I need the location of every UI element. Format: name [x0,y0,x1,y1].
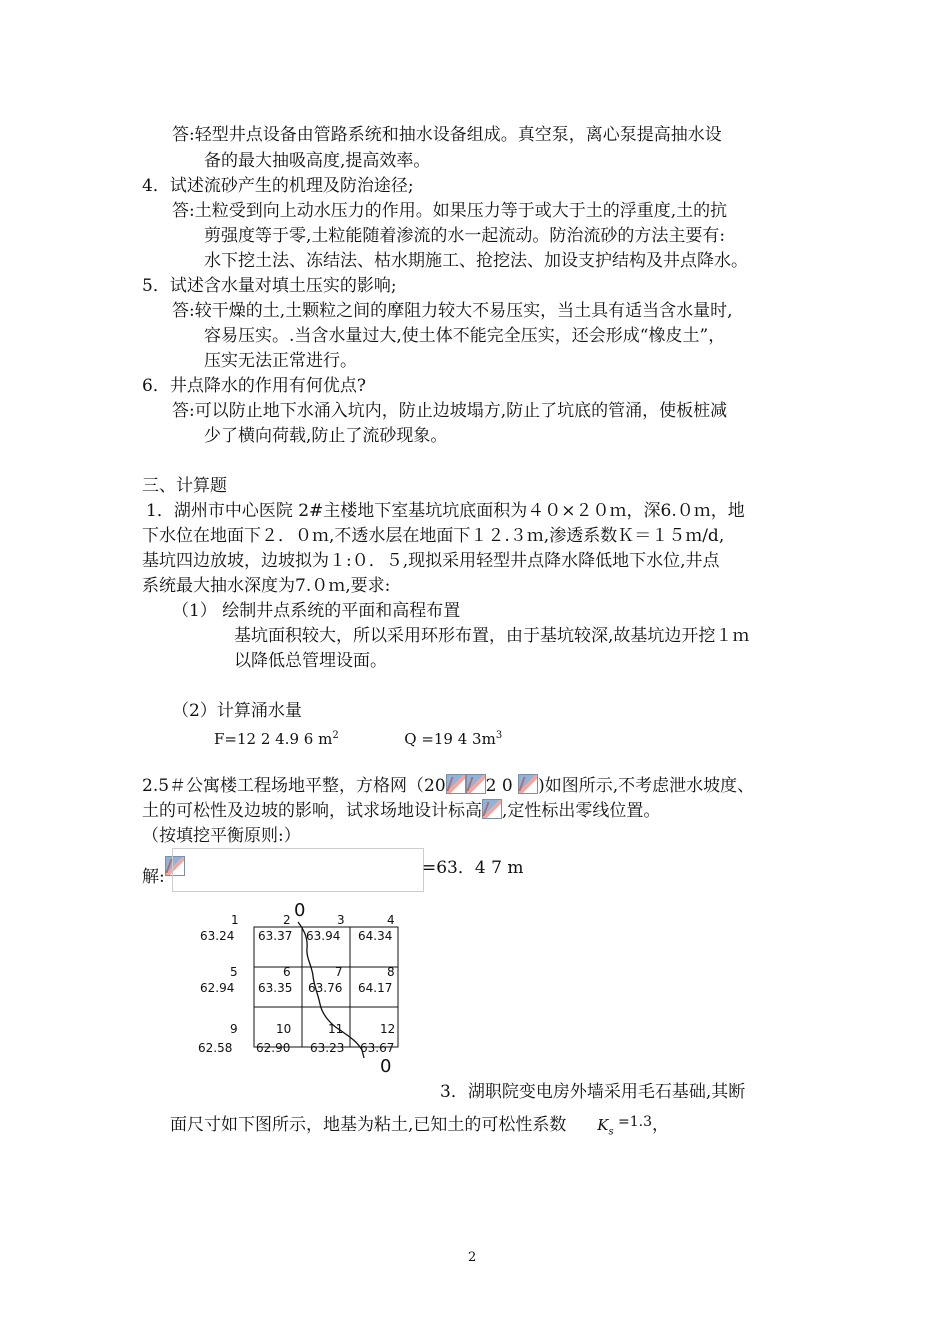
problem-1-line: 基坑四边放坡，边坡拟为１:０．５,现拟采用轻型井点降水降低地下水位,井点 [142,551,720,571]
ks-value: =1.3 [613,1114,653,1130]
answer-line: 少了横向荷载,防止了流砂现象。 [204,426,448,446]
node-elevation: 63.67 [360,1041,395,1055]
problem-2-text-d: 土的可松性及边坡的影响，试求场地设计标高 [142,801,482,821]
node-number: 4 [387,913,395,927]
answer-line: 压实无法正常进行。 [204,351,357,371]
problem-3-tail: ， [652,1115,670,1135]
problem-2-text-e: ,定性标出零线位置。 [502,801,661,821]
node-elevation: 62.58 [198,1041,233,1055]
node-elevation: 64.17 [358,981,393,995]
ks-subscript: s [608,1126,614,1138]
node-elevation: 63.35 [258,981,293,995]
problem-1-line: 系统最大抽水深度为7.０ｍ,要求: [142,576,391,596]
node-elevation: 62.90 [256,1041,291,1055]
node-number: 7 [335,965,343,979]
broken-image-icon [482,799,502,819]
node-number: 2 [283,913,291,927]
subquestion-1: （1） 绘制井点系统的平面和高程布置 [172,601,461,621]
page-number: 2 [468,1250,477,1265]
section-heading: 三、计算题 [142,476,227,496]
broken-image-icon [518,774,538,794]
answer-line: 备的最大抽吸高度,提高效率。 [204,151,431,171]
broken-image-icon [446,774,466,794]
node-elevation: 63.37 [258,929,293,943]
node-number: 8 [387,965,395,979]
problem-2-text-b: 2 0 [485,776,513,796]
node-number: 1 [231,913,239,927]
formula-q-sup: 3 [495,730,503,741]
node-number: 3 [337,913,345,927]
node-number: 9 [230,1022,238,1036]
answer-line: 答:可以防止地下水涌入坑内，防止边坡塌方,防止了坑底的管涌，使板桩减 [172,401,728,421]
broken-image-icon [466,774,486,794]
node-number: 6 [283,965,291,979]
grid-diagram [180,900,440,1090]
question-6: 6．井点降水的作用有何优点? [142,376,366,396]
problem-3-text: 面尺寸如下图所示，地基为粘土,已知土的可松性系数 [170,1115,567,1135]
answer-line: 答:较干燥的土,土颗粒之间的摩阻力较大不易压实，当土具有适当含水量时, [172,301,733,321]
problem-2-line [142,799,660,823]
problem-2-principle: （按填挖平衡原则:） [142,826,301,846]
zero-label-top: 0 [294,900,306,921]
problem-3: 3．湖职院变电房外墙采用毛石基础,其断 [440,1082,746,1102]
node-elevation: 63.76 [308,981,343,995]
problem-1-line: 下水位在地面下２．０ｍ,不透水层在地面下１２.３ｍ,渗透系数Ｋ＝１５ｍ/d, [142,526,725,546]
answer-line: 剪强度等于零,土粒能随着渗流的水一起流动。防治流砂的方法主要有: [204,226,726,246]
node-elevation: 63.24 [200,929,235,943]
formula-q: Q =19 4 3m [404,730,496,748]
problem-3-line [170,1110,669,1144]
subanswer-line: 以降低总管埋设面。 [234,651,387,671]
question-4: 4．试述流砂产生的机理及防治途径; [142,176,414,196]
formula-f: F=12 2 4.9 6 m [214,730,333,748]
subquestion-2: （2）计算涌水量 [172,701,302,721]
node-number: 10 [276,1022,292,1036]
solution-label-text: 解: [142,867,165,887]
node-number: 5 [230,965,238,979]
problem-1: 1．湖州市中心医院 2#主楼地下室基坑坑底面积为４０×２０ｍ，深6.０ｍ，地 [146,501,745,521]
solution-result: =63．4 7 m [422,858,524,878]
answer-line: 答:土粒受到向上动水压力的作用。如果压力等于或大于土的浮重度,土的抗 [172,201,728,221]
answer-line: 水下挖土法、冻结法、枯水期施工、抢挖法、加设支护结构及井点降水。 [204,251,748,271]
problem-2 [142,774,754,798]
subanswer-line: 基坑面积较大，所以采用环形布置，由于基坑较深,故基坑边开挖１ｍ [234,626,750,646]
grid-svg [180,900,440,1090]
node-elevation: 62.94 [200,981,235,995]
question-5: 5．试述含水量对填土压实的影响; [142,276,397,296]
formula-image-placeholder [172,848,424,892]
answer-line: 答:轻型井点设备由管路系统和抽水设备组成。真空泵，离心泵提高抽水设 [172,125,722,145]
zero-label-bottom: 0 [380,1056,392,1077]
problem-2-text-a: 2.5＃公寓楼工程场地平整，方格网（20 [142,776,446,796]
ks-symbol: K [597,1116,609,1134]
node-number: 12 [380,1022,396,1036]
answer-line: 容易压实。.当含水量过大,使土体不能完全压实，还会形成“橡皮土”， [204,326,726,346]
node-elevation: 63.23 [310,1041,345,1055]
node-elevation: 63.94 [306,929,341,943]
problem-2-text-c: )如图所示,不考虑泄水坡度、 [538,776,755,796]
node-number: 11 [328,1022,344,1036]
formula-line [214,724,502,751]
formula-f-sup: 2 [332,730,339,741]
node-elevation: 64.34 [358,929,393,943]
